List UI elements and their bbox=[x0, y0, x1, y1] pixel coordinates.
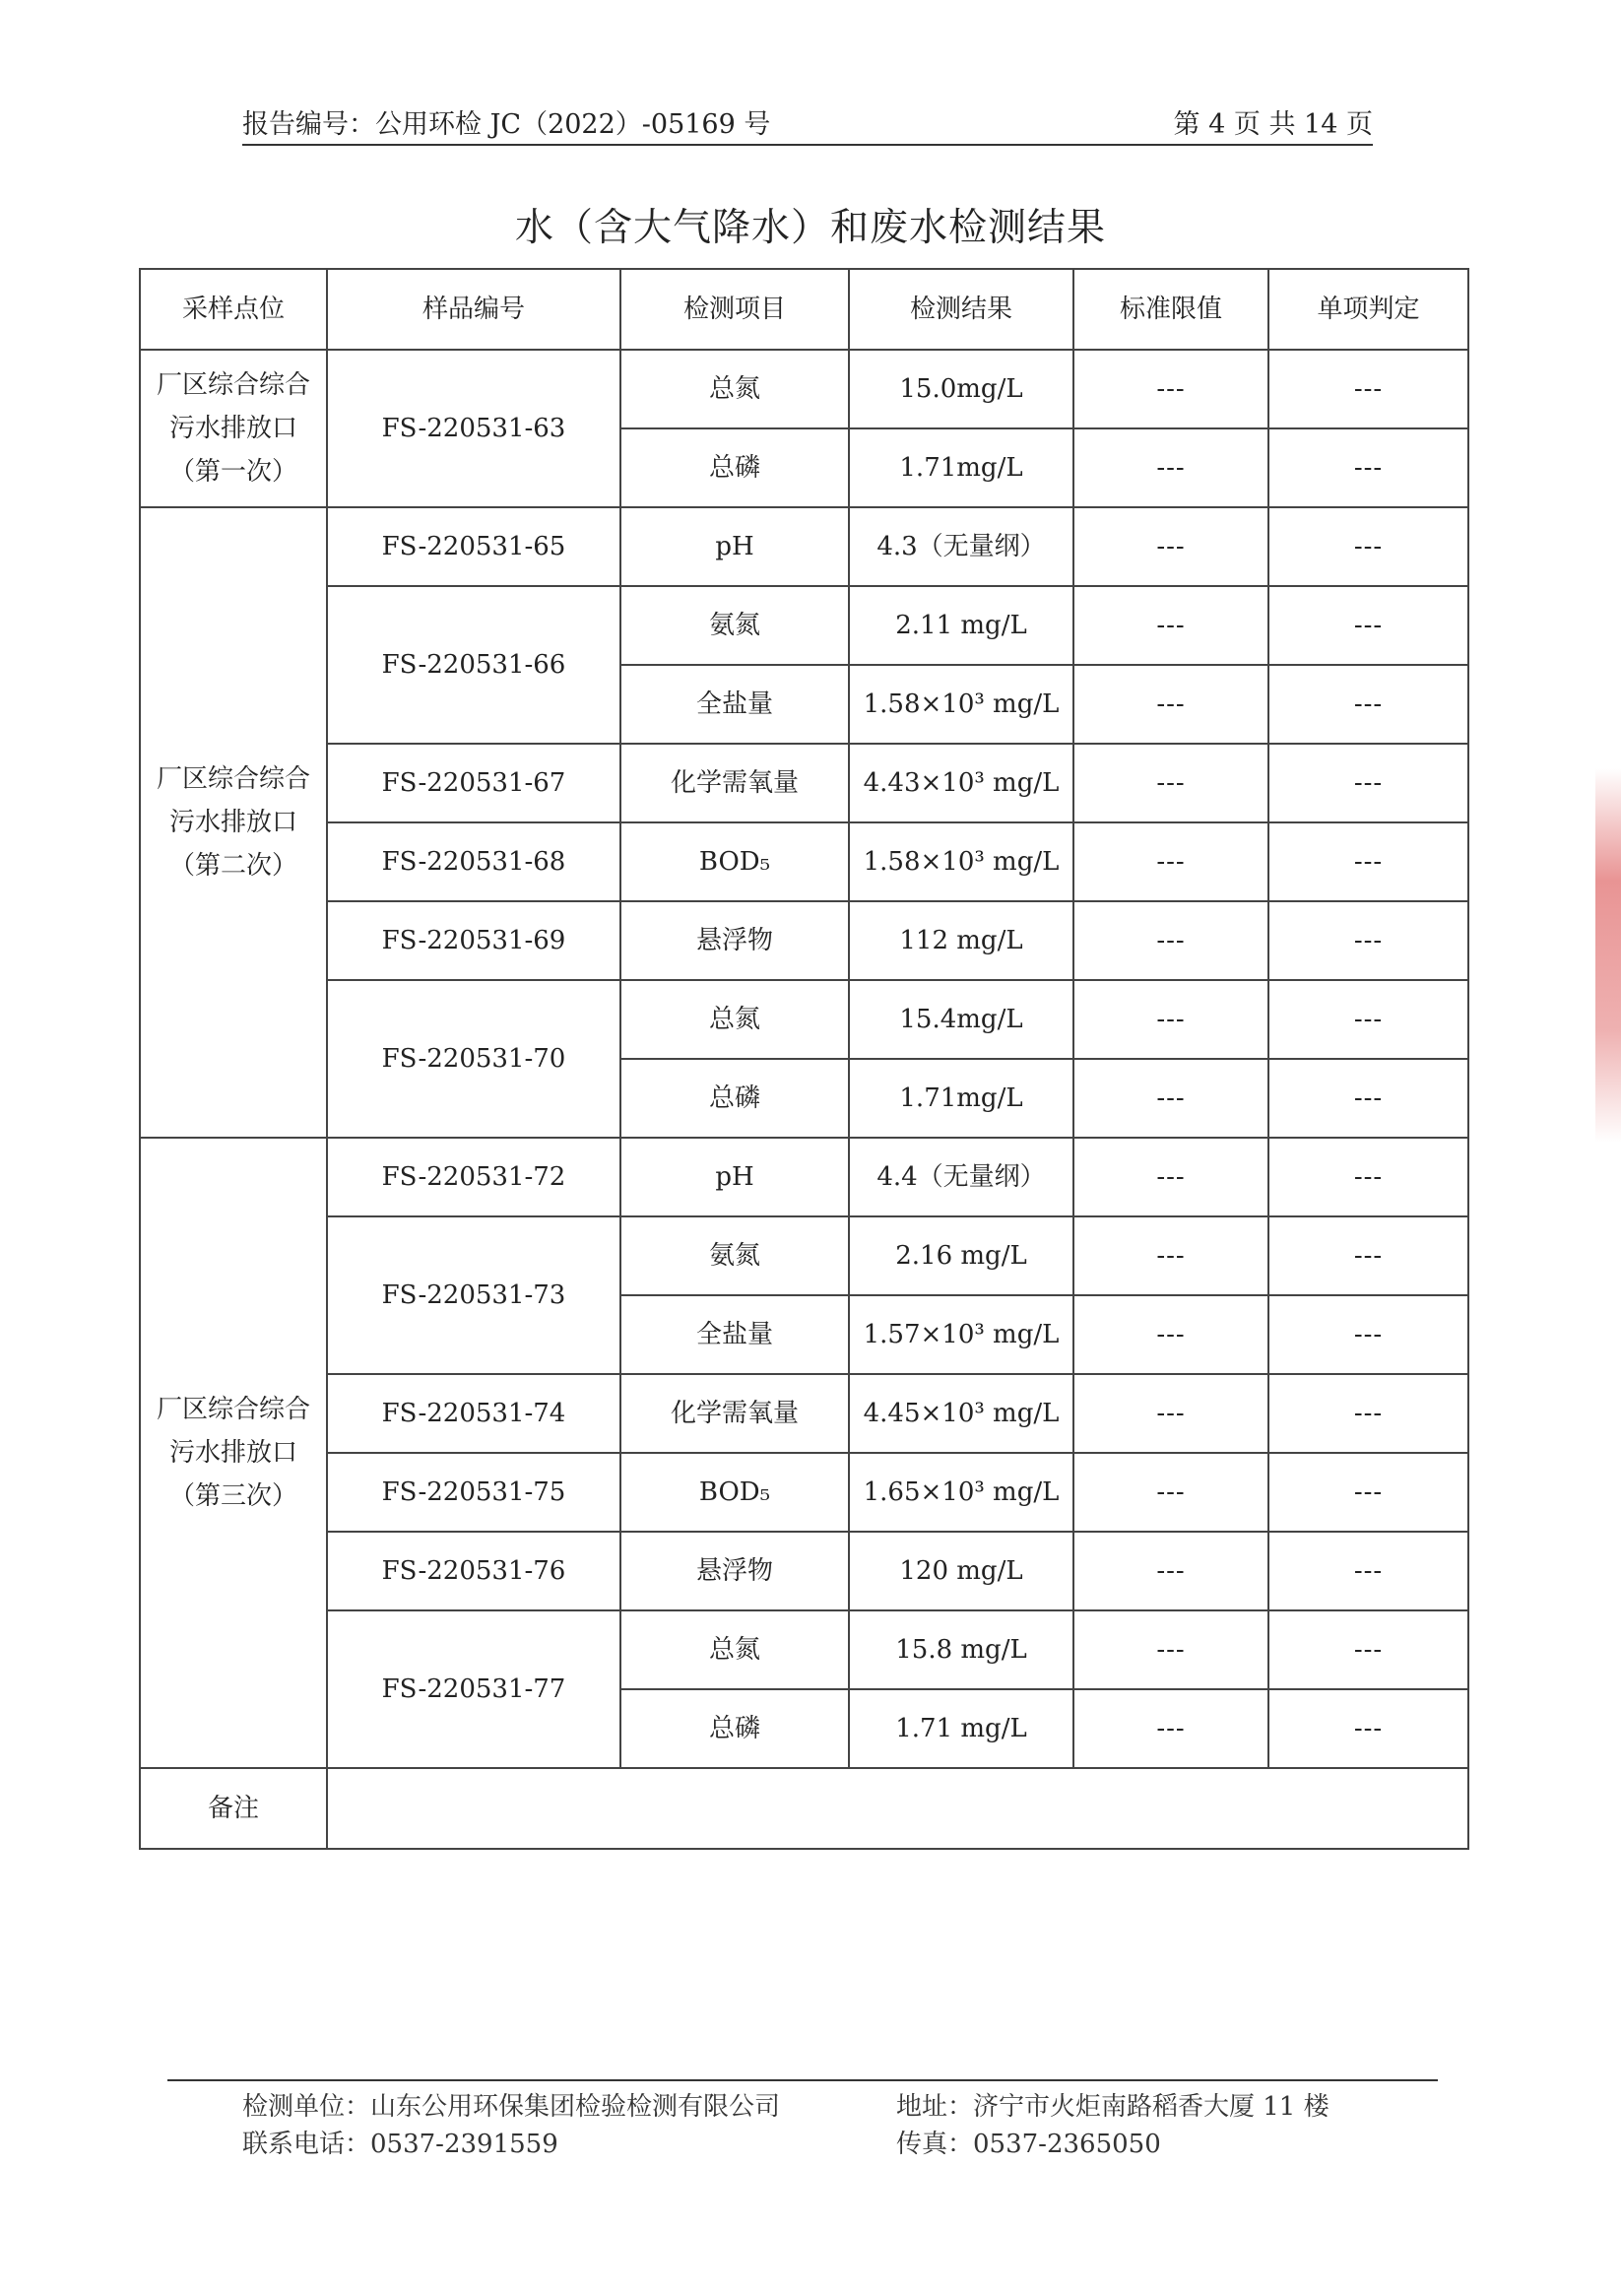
test-result: 4.43×10³ mg/L bbox=[849, 744, 1073, 822]
judgement: --- bbox=[1268, 350, 1468, 428]
standard-limit: --- bbox=[1073, 822, 1268, 901]
standard-limit: --- bbox=[1073, 350, 1268, 428]
sample-id: FS-220531-70 bbox=[327, 980, 620, 1138]
test-result: 1.71mg/L bbox=[849, 1059, 1073, 1138]
test-item: 总磷 bbox=[620, 1059, 849, 1138]
table-header-row bbox=[140, 269, 1468, 350]
table-row bbox=[140, 1610, 1468, 1689]
test-result: 4.3（无量纲） bbox=[849, 507, 1073, 586]
standard-limit: --- bbox=[1073, 744, 1268, 822]
test-item: 全盐量 bbox=[620, 665, 849, 744]
standard-limit: --- bbox=[1073, 1216, 1268, 1295]
table-row bbox=[140, 1453, 1468, 1532]
test-item: 总磷 bbox=[620, 428, 849, 507]
test-result: 120 mg/L bbox=[849, 1532, 1073, 1610]
test-result: 112 mg/L bbox=[849, 901, 1073, 980]
standard-limit: --- bbox=[1073, 980, 1268, 1059]
standard-limit: --- bbox=[1073, 665, 1268, 744]
test-result: 15.4mg/L bbox=[849, 980, 1073, 1059]
standard-limit: --- bbox=[1073, 901, 1268, 980]
column-header: 单项判定 bbox=[1268, 269, 1468, 350]
test-item: 氨氮 bbox=[620, 586, 849, 665]
test-result: 2.16 mg/L bbox=[849, 1216, 1073, 1295]
standard-limit: --- bbox=[1073, 1295, 1268, 1374]
column-header: 采样点位 bbox=[140, 269, 327, 350]
table-row bbox=[140, 1216, 1468, 1295]
report-header bbox=[242, 102, 1373, 146]
footer-fax: 传真：0537-2365050 bbox=[896, 2130, 1161, 2159]
sampling-site: 厂区综合综合污水排放口（第一次） bbox=[140, 350, 327, 507]
sample-id: FS-220531-69 bbox=[327, 901, 620, 980]
test-item: pH bbox=[620, 1138, 849, 1216]
table-row bbox=[140, 901, 1468, 980]
test-item: 总氮 bbox=[620, 980, 849, 1059]
standard-limit: --- bbox=[1073, 1689, 1268, 1768]
test-item: 化学需氧量 bbox=[620, 1374, 849, 1453]
judgement: --- bbox=[1268, 1059, 1468, 1138]
sample-id: FS-220531-68 bbox=[327, 822, 620, 901]
test-item: BOD₅ bbox=[620, 822, 849, 901]
sample-id: FS-220531-72 bbox=[327, 1138, 620, 1216]
test-item: 悬浮物 bbox=[620, 1532, 849, 1610]
seal-stamp-edge bbox=[1595, 768, 1621, 1143]
sample-id: FS-220531-67 bbox=[327, 744, 620, 822]
judgement: --- bbox=[1268, 1295, 1468, 1374]
standard-limit: --- bbox=[1073, 507, 1268, 586]
table-row bbox=[140, 744, 1468, 822]
sample-id: FS-220531-77 bbox=[327, 1610, 620, 1768]
column-header: 标准限值 bbox=[1073, 269, 1268, 350]
table-row bbox=[140, 350, 1468, 428]
judgement: --- bbox=[1268, 1138, 1468, 1216]
judgement: --- bbox=[1268, 428, 1468, 507]
judgement: --- bbox=[1268, 1532, 1468, 1610]
table-row bbox=[140, 1532, 1468, 1610]
test-result: 1.58×10³ mg/L bbox=[849, 822, 1073, 901]
judgement: --- bbox=[1268, 1216, 1468, 1295]
footer-divider bbox=[167, 2079, 1438, 2081]
test-item: 氨氮 bbox=[620, 1216, 849, 1295]
sample-id: FS-220531-76 bbox=[327, 1532, 620, 1610]
judgement: --- bbox=[1268, 744, 1468, 822]
judgement: --- bbox=[1268, 1453, 1468, 1532]
sample-id: FS-220531-63 bbox=[327, 350, 620, 507]
test-item: 全盐量 bbox=[620, 1295, 849, 1374]
note-label: 备注 bbox=[140, 1768, 327, 1849]
standard-limit: --- bbox=[1073, 1138, 1268, 1216]
test-result: 2.11 mg/L bbox=[849, 586, 1073, 665]
table-row bbox=[140, 507, 1468, 586]
sampling-site: 厂区综合综合污水排放口（第三次） bbox=[140, 1138, 327, 1768]
judgement: --- bbox=[1268, 1610, 1468, 1689]
table-row bbox=[140, 822, 1468, 901]
table-row bbox=[140, 1374, 1468, 1453]
test-item: BOD₅ bbox=[620, 1453, 849, 1532]
standard-limit: --- bbox=[1073, 1374, 1268, 1453]
test-result: 1.58×10³ mg/L bbox=[849, 665, 1073, 744]
test-result: 1.57×10³ mg/L bbox=[849, 1295, 1073, 1374]
sampling-site: 厂区综合综合污水排放口（第二次） bbox=[140, 507, 327, 1138]
page-indicator: 第 4 页 共 14 页 bbox=[1173, 109, 1373, 140]
standard-limit: --- bbox=[1073, 1453, 1268, 1532]
page-title: 水（含大气降水）和废水检测结果 bbox=[514, 206, 1106, 250]
results-body bbox=[140, 350, 1468, 1849]
test-item: 化学需氧量 bbox=[620, 744, 849, 822]
test-result: 15.0mg/L bbox=[849, 350, 1073, 428]
standard-limit: --- bbox=[1073, 586, 1268, 665]
test-item: 总磷 bbox=[620, 1689, 849, 1768]
standard-limit: --- bbox=[1073, 428, 1268, 507]
test-result: 15.8 mg/L bbox=[849, 1610, 1073, 1689]
standard-limit: --- bbox=[1073, 1059, 1268, 1138]
test-result: 4.4（无量纲） bbox=[849, 1138, 1073, 1216]
test-item: 悬浮物 bbox=[620, 901, 849, 980]
sample-id: FS-220531-75 bbox=[327, 1453, 620, 1532]
judgement: --- bbox=[1268, 507, 1468, 586]
footer-unit: 检测单位：山东公用环保集团检验检测有限公司 bbox=[242, 2092, 781, 2122]
judgement: --- bbox=[1268, 822, 1468, 901]
sample-id: FS-220531-66 bbox=[327, 586, 620, 744]
column-header: 样品编号 bbox=[327, 269, 620, 350]
column-header: 检测结果 bbox=[849, 269, 1073, 350]
standard-limit: --- bbox=[1073, 1532, 1268, 1610]
test-result: 1.71 mg/L bbox=[849, 1689, 1073, 1768]
test-result: 4.45×10³ mg/L bbox=[849, 1374, 1073, 1453]
results-table bbox=[139, 268, 1469, 1850]
test-item: pH bbox=[620, 507, 849, 586]
footer-phone: 联系电话：0537-2391559 bbox=[242, 2130, 558, 2159]
table-row bbox=[140, 1138, 1468, 1216]
note-row bbox=[140, 1768, 1468, 1849]
test-item: 总氮 bbox=[620, 350, 849, 428]
table-row bbox=[140, 980, 1468, 1059]
sample-id: FS-220531-73 bbox=[327, 1216, 620, 1374]
judgement: --- bbox=[1268, 586, 1468, 665]
footer-address: 地址：济宁市火炬南路稻香大厦 11 楼 bbox=[896, 2092, 1329, 2122]
table-row bbox=[140, 586, 1468, 665]
standard-limit: --- bbox=[1073, 1610, 1268, 1689]
sample-id: FS-220531-65 bbox=[327, 507, 620, 586]
judgement: --- bbox=[1268, 1689, 1468, 1768]
test-result: 1.71mg/L bbox=[849, 428, 1073, 507]
column-header: 检测项目 bbox=[620, 269, 849, 350]
judgement: --- bbox=[1268, 1374, 1468, 1453]
judgement: --- bbox=[1268, 901, 1468, 980]
test-item: 总氮 bbox=[620, 1610, 849, 1689]
judgement: --- bbox=[1268, 665, 1468, 744]
sample-id: FS-220531-74 bbox=[327, 1374, 620, 1453]
judgement: --- bbox=[1268, 980, 1468, 1059]
note-value bbox=[327, 1768, 1468, 1849]
test-result: 1.65×10³ mg/L bbox=[849, 1453, 1073, 1532]
report-number: 报告编号：公用环检 JC（2022）-05169 号 bbox=[242, 109, 771, 140]
